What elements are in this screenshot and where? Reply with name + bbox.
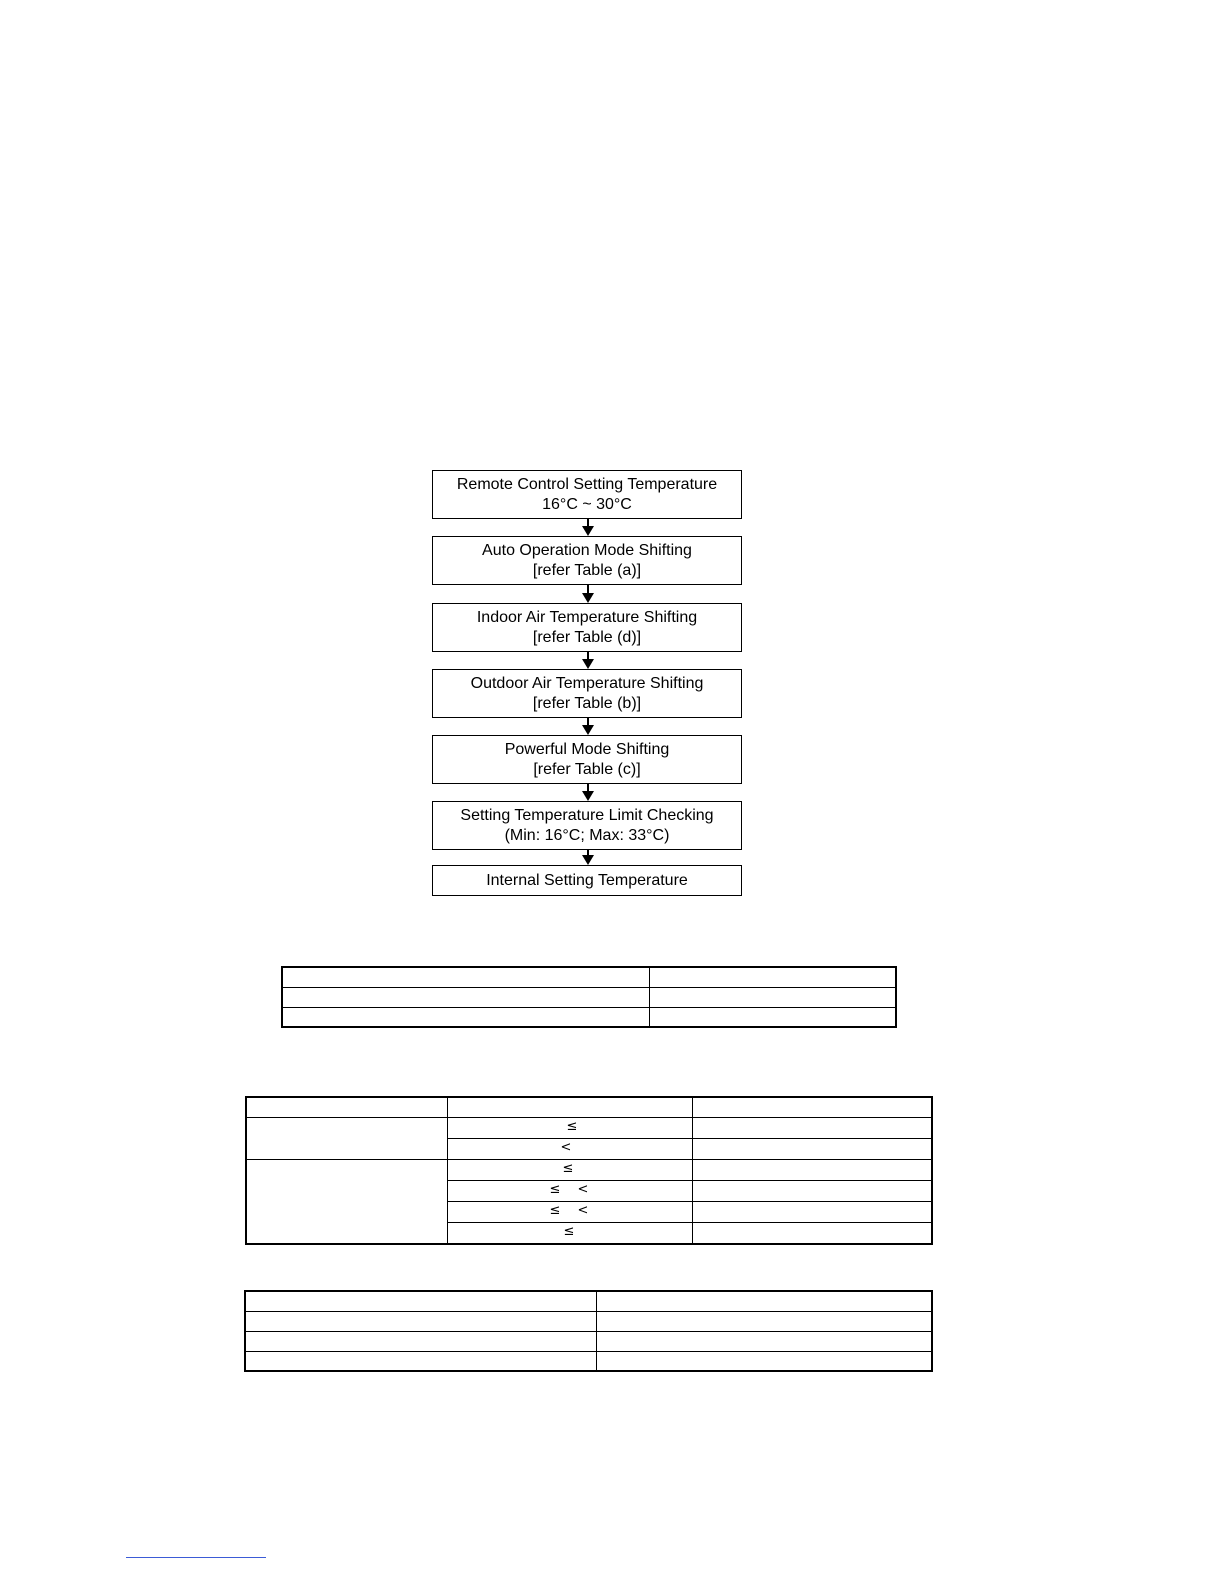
less-or-equal-symbol: ≤ (549, 1202, 561, 1218)
table-cell (596, 1331, 932, 1351)
flow-step-subtitle: [refer Table (d)] (532, 628, 642, 646)
table-cell (692, 1159, 932, 1180)
table-row (246, 1159, 932, 1180)
table-row (246, 1117, 932, 1138)
table-cell (447, 1180, 692, 1201)
flow-step-title: Indoor Air Temperature Shifting (476, 608, 698, 626)
table-cell (692, 1180, 932, 1201)
table-a (281, 966, 897, 1028)
flow-step-auto-operation-mode (432, 536, 742, 585)
less-than-symbol: < (577, 1181, 589, 1197)
flow-step-title: Powerful Mode Shifting (504, 740, 670, 758)
flow-step-powerful-mode (432, 735, 742, 784)
table-cell (649, 987, 896, 1007)
flow-step-indoor-air-temperature (432, 603, 742, 652)
less-or-equal-symbol: ≤ (563, 1223, 575, 1239)
table-cell (596, 1311, 932, 1331)
less-than-symbol: < (577, 1202, 589, 1218)
flow-step-outdoor-air-temperature (432, 669, 742, 718)
table-cell (246, 1097, 447, 1117)
table-cell (596, 1351, 932, 1371)
table-cell (245, 1331, 596, 1351)
table-cell (692, 1201, 932, 1222)
table-c (244, 1290, 933, 1372)
footer-link-underline[interactable] (126, 1557, 266, 1558)
flow-step-subtitle: [refer Table (b)] (532, 694, 642, 712)
table-cell (447, 1117, 692, 1138)
table-cell (692, 1222, 932, 1244)
table-row (245, 1291, 932, 1311)
flow-arrow-icon (580, 585, 596, 603)
flow-step-title: Auto Operation Mode Shifting (482, 541, 692, 559)
table-cell (692, 1117, 932, 1138)
table-b (245, 1096, 933, 1245)
flow-arrow-icon (580, 784, 596, 801)
table-cell (282, 967, 649, 987)
table-cell (245, 1291, 596, 1311)
flow-step-subtitle: 16°C ~ 30°C (542, 495, 632, 513)
table-cell (649, 1007, 896, 1027)
table-row (245, 1331, 932, 1351)
flow-step-title: Outdoor Air Temperature Shifting (470, 674, 704, 692)
less-or-equal-symbol: ≤ (549, 1181, 561, 1197)
flow-step-internal-setting-temperature (432, 865, 742, 896)
table-cell (596, 1291, 932, 1311)
table-cell (282, 987, 649, 1007)
flow-step-subtitle: [refer Table (a)] (532, 561, 642, 579)
table-cell (447, 1222, 692, 1244)
table-cell (447, 1138, 692, 1159)
flow-step-subtitle: [refer Table (c)] (533, 760, 641, 778)
flow-step-remote-control-setting (432, 470, 742, 519)
less-than-symbol: < (560, 1139, 572, 1155)
table-row (245, 1311, 932, 1331)
less-or-equal-symbol: ≤ (566, 1118, 578, 1134)
table-row (282, 1007, 896, 1027)
table-cell (649, 967, 896, 987)
flow-step-subtitle: (Min: 16°C; Max: 33°C) (504, 826, 670, 844)
flow-arrow-icon (580, 850, 596, 865)
table-cell (246, 1117, 447, 1159)
flow-arrow-icon (580, 652, 596, 669)
flow-step-title: Setting Temperature Limit Checking (460, 806, 714, 824)
flow-step-title: Remote Control Setting Temperature (456, 475, 718, 493)
flow-arrow-icon (580, 718, 596, 735)
table-cell (245, 1311, 596, 1331)
table-cell (447, 1159, 692, 1180)
table-cell (245, 1351, 596, 1371)
table-row (282, 967, 896, 987)
table-cell (692, 1138, 932, 1159)
table-cell (447, 1097, 692, 1117)
table-row (246, 1097, 932, 1117)
table-row (282, 987, 896, 1007)
table-cell (692, 1097, 932, 1117)
flow-step-temperature-limit-check (432, 801, 742, 850)
table-cell (246, 1159, 447, 1244)
flow-step-title: Internal Setting Temperature (486, 871, 688, 889)
table-cell (447, 1201, 692, 1222)
table-cell (282, 1007, 649, 1027)
flow-arrow-icon (580, 519, 596, 536)
less-or-equal-symbol: ≤ (562, 1160, 574, 1176)
table-row (245, 1351, 932, 1371)
